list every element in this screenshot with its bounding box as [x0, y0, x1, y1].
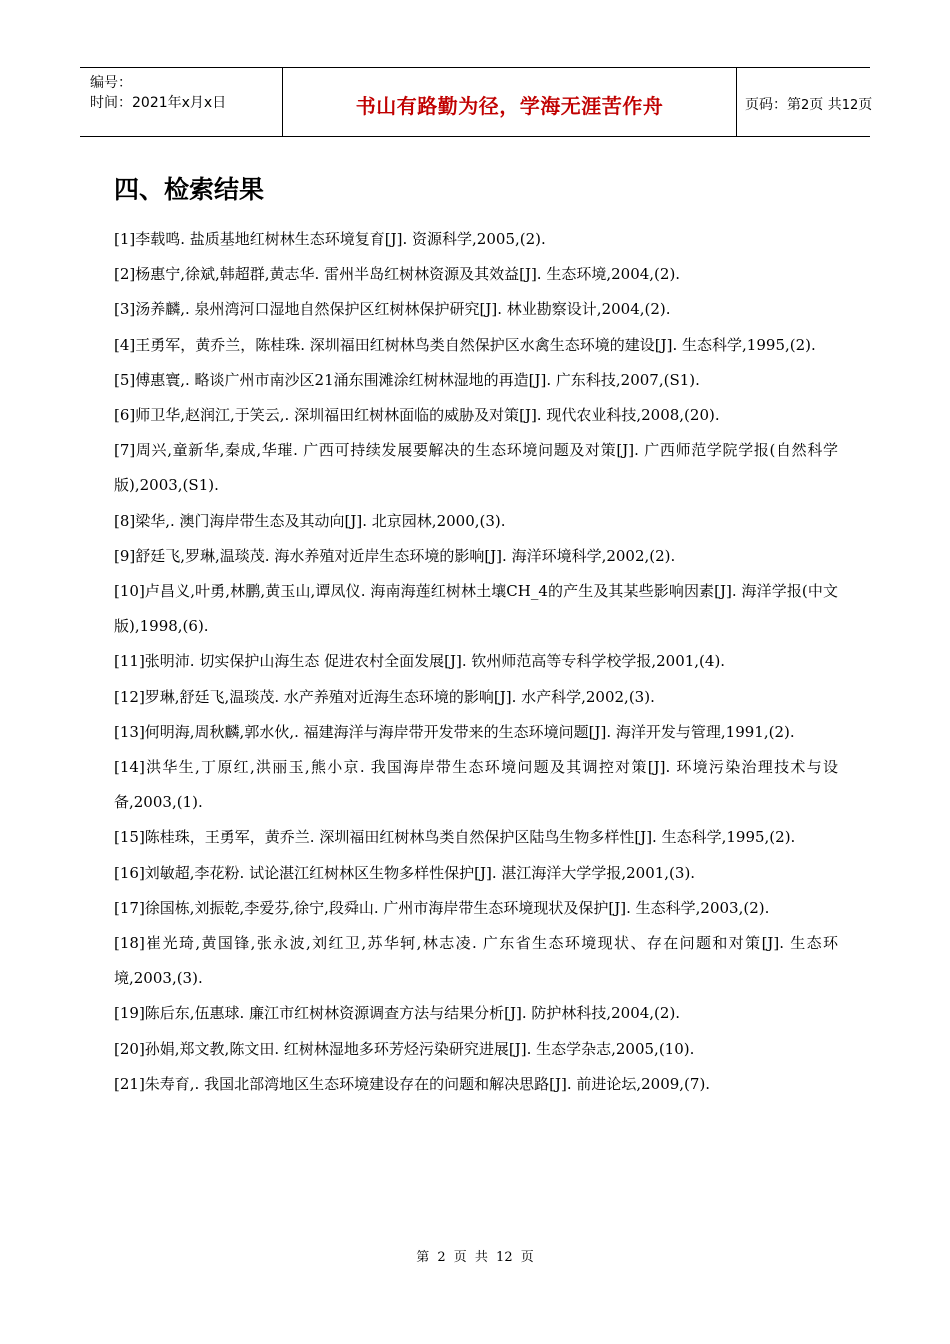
reference-item: [4]王勇军，黄乔兰，陈桂珠. 深圳福田红树林鸟类自然保护区水禽生态环境的建设[J]. 生态科学,1995,(2).: [114, 335, 816, 354]
reference-item: [18]崔光琦,黄国锋,张永波,刘红卫,苏华轲,林志凌. 广东省生态环境现状、存在问题和对策[J]. 生态环境,2003,(3).: [114, 934, 838, 988]
header-page-cell: [737, 68, 873, 136]
page-prefix: 页码：第: [745, 97, 801, 113]
reference-item: [16]刘敏超,李花粉. 试论湛江红树林区生物多样性保护[J]. 湛江海洋大学学报,2001,(3).: [114, 863, 696, 882]
document-number-label: 编号：: [90, 75, 132, 91]
header-motto: 书山有路勤为径，学海无涯苦作舟: [355, 94, 664, 118]
reference-item: [19]陈后东,伍惠球. 廉江市红树林资源调查方法与结果分析[J]. 防护林科技,2004,(2).: [114, 1004, 681, 1023]
header-meta-cell: [80, 68, 283, 136]
reference-item: [13]何明海,周秋麟,郭水伙,. 福建海洋与海岸带开发带来的生态环境问题[J]. 海洋开发与管理,1991,(2).: [114, 722, 795, 741]
page-total: 12: [841, 98, 859, 113]
document-time-label: 时间：2021年x月x日: [90, 95, 227, 111]
page-mid: 页 共: [809, 97, 842, 113]
page-footer: 第 2 页 共 12 页: [416, 1250, 534, 1265]
reference-item: [2]杨惠宁,徐斌,韩超群,黄志华. 雷州半岛红树林资源及其效益[J]. 生态环境,2004,(2).: [114, 265, 681, 284]
reference-item: [9]舒廷飞,罗琳,温琰茂. 海水养殖对近岸生态环境的影响[J]. 海洋环境科学,2002,(2).: [114, 546, 676, 565]
reference-item: [3]汤养麟,. 泉州湾河口湿地自然保护区红树林保护研究[J]. 林业勘察设计,2004,(2).: [114, 300, 671, 319]
page-header: [80, 67, 873, 137]
reference-item: [6]师卫华,赵润江,于笑云,. 深圳福田红树林面临的威胁及对策[J]. 现代农业科技,2008,(20).: [114, 406, 720, 425]
reference-item: [14]洪华生,丁原红,洪丽玉,熊小京. 我国海岸带生态环境问题及其调控对策[J]. 环境污染治理技术与设备,2003,(1).: [114, 758, 838, 812]
reference-item: [20]孙娟,郑文教,陈文田. 红树林湿地多环芳烃污染研究进展[J]. 生态学杂志,2005,(10).: [114, 1039, 695, 1058]
reference-item: [15]陈桂珠，王勇军，黄乔兰. 深圳福田红树林鸟类自然保护区陆鸟生物多样性[J]. 生态科学,1995,(2).: [114, 828, 796, 847]
reference-item: [17]徐国栋,刘振乾,李爱芬,徐宁,段舜山. 广州市海岸带生态环境现状及保护[J]. 生态科学,2003,(2).: [114, 898, 770, 917]
reference-list: [114, 222, 838, 1102]
section-title: 四、检索结果: [114, 175, 265, 204]
header-motto-cell: [283, 68, 737, 136]
reference-item: [1]李载鸣. 盐质基地红树林生态环境复育[J]. 资源科学,2005,(2).: [114, 230, 546, 248]
reference-item: [8]梁华,. 澳门海岸带生态及其动向[J]. 北京园林,2000,(3).: [114, 511, 506, 530]
reference-item: [10]卢昌义,叶勇,林鹏,黄玉山,谭凤仪. 海南海莲红树林土壤CH_4的产生及其某些影响因素[J]. 海洋学报(中文版),1998,(6).: [114, 582, 838, 636]
reference-item: [11]张明沛. 切实保护山海生态 促进农村全面发展[J]. 钦州师范高等专科学校学报,2001,(4).: [114, 652, 726, 671]
reference-item: [5]傅惠寰,. 略谈广州市南沙区21涌东围滩涂红树林湿地的再造[J]. 广东科技,2007,(S1).: [114, 370, 700, 389]
header-page-number: [745, 94, 872, 114]
page-suffix: 页: [858, 97, 873, 113]
page-current: 2: [801, 98, 810, 113]
reference-item: [21]朱寿育,. 我国北部湾地区生态环境建设存在的问题和解决思路[J]. 前进论坛,2009,(7).: [114, 1074, 711, 1093]
reference-item: [7]周兴,童新华,秦成,华璀. 广西可持续发展要解决的生态环境问题及对策[J]. 广西师范学院学报(自然科学版),2003,(S1).: [114, 441, 838, 495]
reference-item: [12]罗琳,舒廷飞,温琰茂. 水产养殖对近海生态环境的影响[J]. 水产科学,2002,(3).: [114, 687, 655, 706]
